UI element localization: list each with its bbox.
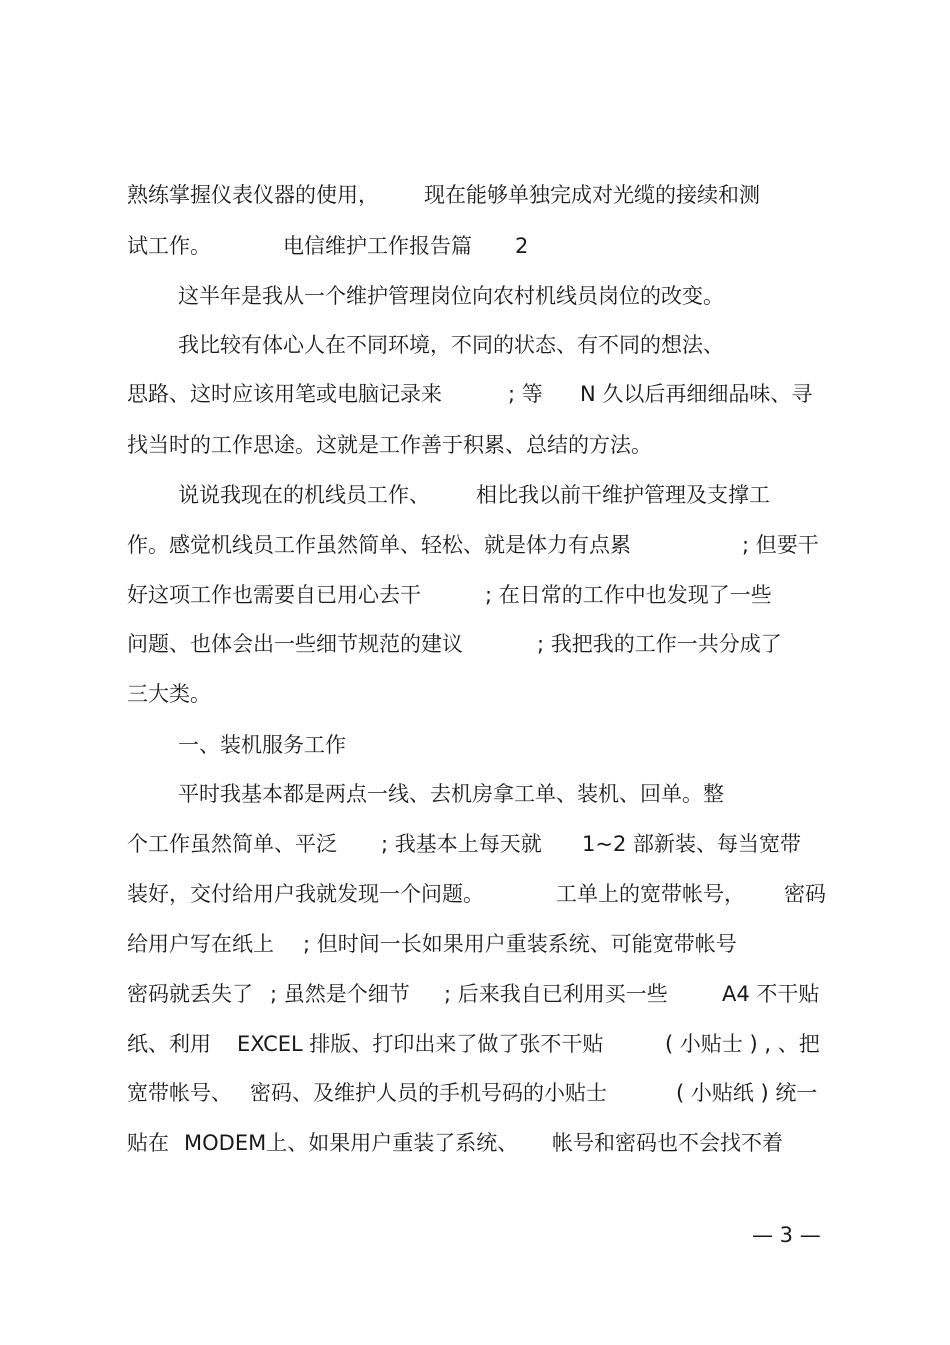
text-segment: ; 我把我的工作一共分成了 — [537, 632, 782, 656]
text-segment: MODEM上、如果用户重装了系统、 — [184, 1131, 519, 1155]
text-line — [0, 330, 950, 360]
text-segment: 说说我现在的机线员工作、 — [178, 483, 430, 507]
text-line — [0, 929, 950, 959]
text-segment: 密码 — [784, 882, 826, 906]
text-line — [0, 1029, 950, 1059]
text-segment: 工单上的宽带帐号， — [556, 882, 745, 906]
text-line — [0, 430, 950, 460]
text-segment: ; 虽然是个细节 — [270, 982, 410, 1006]
section-number: 2 — [515, 234, 529, 258]
text-line — [0, 730, 950, 760]
text-line — [0, 1078, 950, 1108]
text-segment: 帐号和密码也不会找不着 — [552, 1131, 783, 1155]
text-line — [0, 1128, 950, 1158]
text-segment: 平时我基本都是两点一线、去机房拿工单、装机、回单。整 — [178, 782, 724, 806]
text-line — [0, 480, 950, 510]
text-line — [0, 530, 950, 560]
text-segment: N 久以后再细细品味、寻 — [580, 382, 813, 406]
text-line — [0, 979, 950, 1009]
text-line — [0, 629, 950, 659]
text-line — [0, 779, 950, 809]
text-line — [0, 829, 950, 859]
text-segment: 宽带帐号、 — [127, 1081, 232, 1105]
text-segment: 试工作。 — [127, 234, 211, 258]
text-segment: ( 小贴士 ) , 、把 — [665, 1032, 820, 1056]
text-line — [0, 180, 950, 210]
text-segment: 1~2 部新装、每当宽带 — [582, 832, 801, 856]
text-segment: 这半年是我从一个维护管理岗位向农村机线员岗位的改变。 — [178, 284, 724, 308]
text-segment: 好这项工作也需要自已用心去干 — [127, 583, 421, 607]
subsection-heading: 一、装机服务工作 — [178, 733, 346, 757]
text-segment: ; 后来我自已利用买一些 — [444, 982, 668, 1006]
text-segment: ; 在日常的工作中也发现了一些 — [485, 583, 772, 607]
text-segment: 个工作虽然简单、平泛 — [127, 832, 337, 856]
text-line — [0, 379, 950, 409]
text-segment: 作。感觉机线员工作虽然简单、轻松、就是体力有点累 — [127, 533, 631, 557]
page-number: — 3 — — [752, 1223, 821, 1247]
text-segment: 熟练掌握仪表仪器的使用， — [127, 183, 379, 207]
text-segment: 思路、这时应该用笔或电脑记录来 — [127, 382, 442, 406]
text-segment: ( 小贴纸 ) 统一 — [676, 1081, 818, 1105]
text-line — [0, 231, 950, 261]
text-segment: 纸、利用 — [127, 1032, 211, 1056]
text-segment: ; 但时间一长如果用户重装系统、可能宽带帐号 — [303, 932, 737, 956]
text-line — [0, 580, 950, 610]
text-line — [0, 679, 950, 709]
text-segment: 相比我以前干维护管理及支撑工 — [476, 483, 770, 507]
text-segment: A4 不干贴 — [722, 982, 820, 1006]
text-segment: 我比较有体心人在不同环境，不同的状态、有不同的想法、 — [178, 333, 724, 357]
section-heading: 电信维护工作报告篇 — [283, 234, 472, 258]
text-segment: 给用户写在纸上 — [127, 932, 274, 956]
text-segment: ; 等 — [508, 382, 543, 406]
text-segment: 装好，交付给用户我就发现一个问题。 — [127, 882, 484, 906]
text-line — [0, 879, 950, 909]
text-segment: 密码、及维护人员的手机号码的小贴士 — [250, 1081, 607, 1105]
text-segment: 贴在 — [127, 1131, 169, 1155]
text-segment: ; 我基本上每天就 — [381, 832, 542, 856]
text-segment: ; 但要干 — [742, 533, 819, 557]
text-segment: 问题、也体会出一些细节规范的建议 — [127, 632, 463, 656]
text-segment: 三大类。 — [127, 682, 211, 706]
text-segment: 找当时的工作思途。这就是工作善于积累、总结的方法。 — [127, 433, 652, 457]
text-segment: 密码就丢失了 — [127, 982, 253, 1006]
text-line — [0, 281, 950, 311]
text-segment: 现在能够单独完成对光缆的接续和测 — [424, 183, 760, 207]
text-segment: EXCEL 排版、打印出来了做了张不干贴 — [237, 1032, 604, 1056]
